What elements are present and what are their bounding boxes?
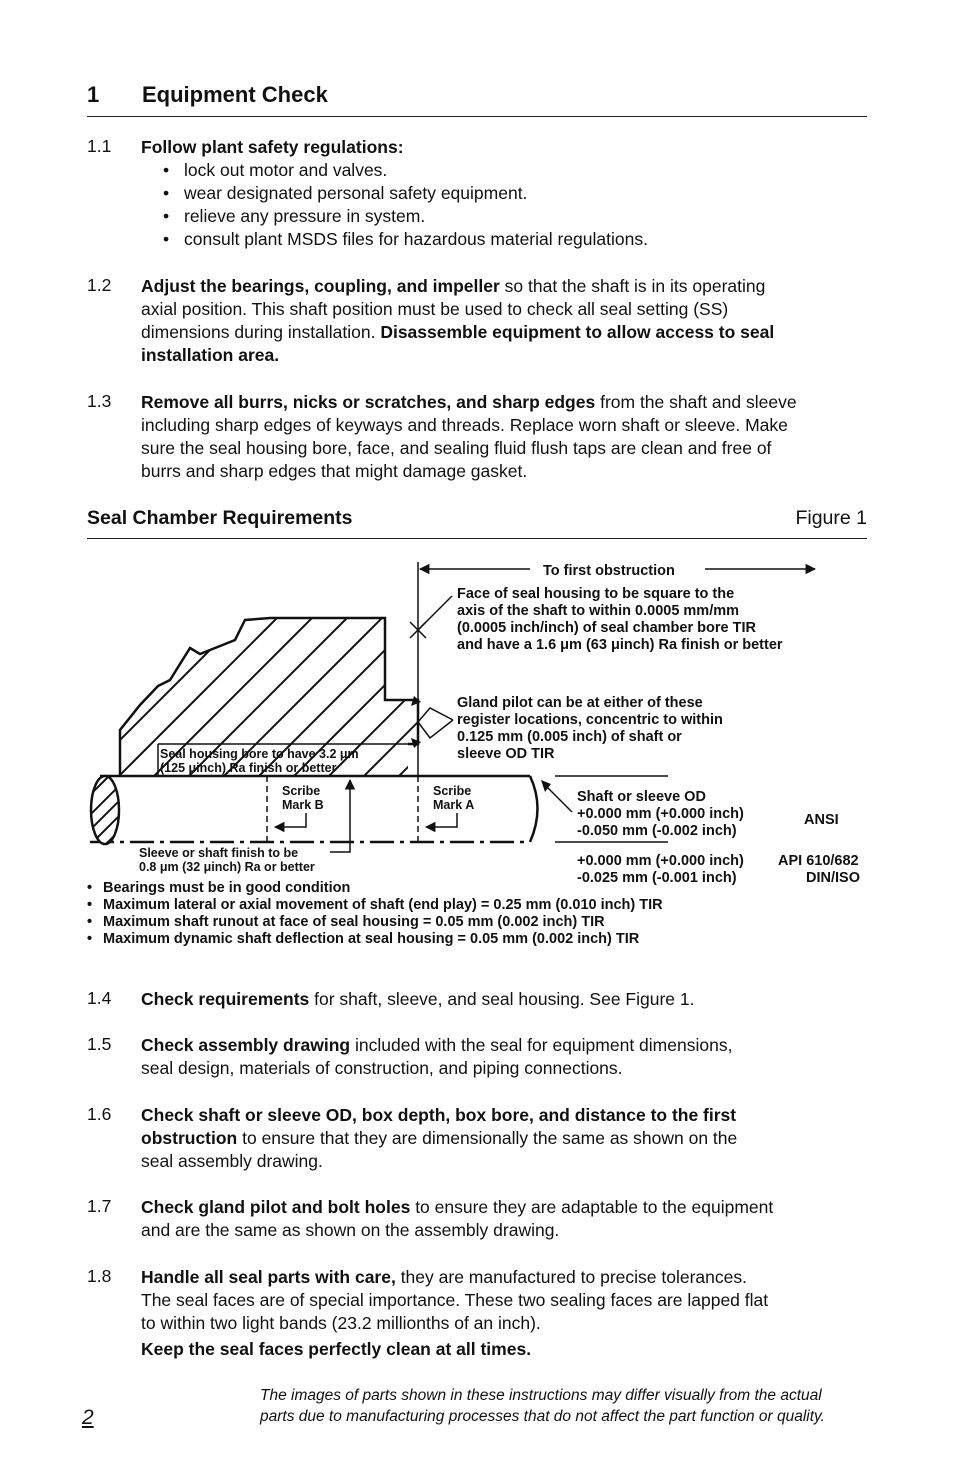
item-number: 1.2 [87,275,112,295]
svg-text:and have a 1.6 μm (63 μinch) R: and have a 1.6 μm (63 μinch) Ra finish or better [457,637,783,653]
emphasis-line: Keep the seal faces perfectly clean at all times. [141,1339,532,1359]
item-number: 1.7 [87,1196,112,1216]
list-item: • Maximum shaft runout at face of seal housing = 0.05 mm (0.002 inch) TIR [87,914,605,930]
scribe-mark-b [282,784,324,812]
text-line: and are the same as shown on the assembly drawing. [141,1220,560,1240]
ansi-label: ANSI [804,812,839,828]
svg-text:Mark B: Mark B [282,798,324,812]
item-1-7 [141,1196,881,1242]
svg-text:Seal housing bore to have 3.2: Seal housing bore to have 3.2 μm [160,747,359,761]
svg-text:0.125 mm (0.005 inch) of shaft: 0.125 mm (0.005 inch) of shaft or [457,729,682,745]
item-1-1-heading: Follow plant safety regulations: [141,137,404,157]
safety-list [141,159,881,251]
page-number: 2 [82,1406,94,1429]
text-line: burrs and sharp edges that might damage gasket. [141,461,528,481]
text-line: dimensions during installation. Disassemble equipment to allow access to seal [141,322,775,342]
text-line: The seal faces are of special importance. These two sealing faces are lapped flat [141,1290,769,1310]
svg-text:Mark A: Mark A [433,798,475,812]
svg-text:API 610/682: API 610/682 [778,853,859,869]
svg-text:(0.0005 inch/inch) of seal cha: (0.0005 inch/inch) of seal chamber bore TIR [457,620,756,636]
figure-heading [87,505,867,539]
svg-text:(125 μinch) Ra finish or bette: (125 μinch) Ra finish or better [160,761,337,775]
scribe-mark-a [433,784,474,812]
svg-text:Face of seal housing to be squ: Face of seal housing to be square to the [457,586,735,602]
svg-text:Sleeve or shaft finish to be: Sleeve or shaft finish to be [139,846,299,860]
text-line: Check requirements for shaft, sleeve, and seal housing. See Figure 1. [141,989,695,1009]
requirements-notes [87,880,867,948]
list-item: • Bearings must be in good condition [87,880,351,896]
list-item: • consult plant MSDS files for hazardous material regulations. [163,229,648,249]
list-item: • Maximum lateral or axial movement of shaft (end play) = 0.25 mm (0.010 inch) TIR [87,897,663,913]
seal-chamber-diagram [0,540,954,885]
sleeve-finish-note [139,846,315,874]
item-1-2 [141,275,881,367]
text-line: Check gland pilot and bolt holes to ensure they are adaptable to the equipment [141,1197,774,1217]
svg-text:Scribe: Scribe [282,784,321,798]
item-number: 1.4 [87,988,112,1008]
list-item: • Maximum dynamic shaft deflection at seal housing = 0.05 mm (0.002 inch) TIR [87,931,640,947]
item-number: 1.6 [87,1104,112,1124]
text-line: axial position. This shaft position must be used to check all seal setting (SS) [141,299,729,319]
svg-text:Scribe: Scribe [433,784,472,798]
text-line: seal design, materials of construction, and piping connections. [141,1058,623,1078]
gland-note [457,695,723,762]
text-line: seal assembly drawing. [141,1151,323,1171]
bore-note [160,747,359,775]
first-obstruction-label: To first obstruction [543,563,675,579]
svg-text:0.8 μm (32 μinch) Ra or better: 0.8 μm (32 μinch) Ra or better [139,860,315,874]
item-number: 1.5 [87,1034,112,1054]
svg-text:Shaft or sleeve OD: Shaft or sleeve OD [577,789,706,805]
shaft-od-tolerance [577,789,744,839]
list-item: • relieve any pressure in system. [163,206,426,226]
figure-label: Figure 1 [795,507,867,529]
svg-text:Gland pilot can be at either o: Gland pilot can be at either of these [457,695,703,711]
text-line: Check shaft or sleeve OD, box depth, box bore, and distance to the first [141,1105,737,1125]
text-line: obstruction to ensure that they are dimensionally the same as shown on the [141,1128,738,1148]
face-note [457,586,783,653]
text-line: Handle all seal parts with care, they are manufactured to precise tolerances. [141,1267,747,1287]
list-item: • lock out motor and valves. [163,160,388,180]
item-1-6 [141,1104,881,1173]
svg-text:register locations, concentric: register locations, concentric to within [457,712,723,728]
list-item: • wear designated personal safety equipment. [163,183,528,203]
item-1-5 [141,1034,881,1080]
item-1-3 [141,391,881,483]
svg-text:-0.025 mm (-0.001 inch): -0.025 mm (-0.001 inch) [577,870,737,885]
svg-text:-0.050 mm (-0.002 inch): -0.050 mm (-0.002 inch) [577,823,737,839]
text-line: to within two light bands (23.2 millionths of an inch). [141,1313,541,1333]
item-number: 1.1 [87,136,112,156]
item-number: 1.3 [87,391,112,411]
svg-text:+0.000 mm (+0.000 inch): +0.000 mm (+0.000 inch) [577,853,744,869]
section-heading [87,82,867,117]
svg-text:sleeve OD TIR: sleeve OD TIR [457,746,555,762]
section-title: Equipment Check [142,82,328,107]
item-number: 1.8 [87,1266,112,1286]
disclaimer-note: The images of parts shown in these instructions may differ visually from the actual parts due to manufacturing processes that do not affect the part function or quality. [260,1387,825,1425]
text-line: Remove all burrs, nicks or scratches, and sharp edges from the shaft and sleeve [141,392,797,412]
item-1-4 [141,988,881,1011]
section-number: 1 [87,82,100,107]
item-1-1 [141,136,881,251]
figure-title: Seal Chamber Requirements [87,507,353,529]
text-line: including sharp edges of keyways and threads. Replace worn shaft or sleeve. Make [141,415,788,435]
svg-text:DIN/ISO: DIN/ISO [806,870,860,885]
text-line: installation area. [141,345,280,365]
item-1-8 [141,1266,881,1361]
text-line: sure the seal housing bore, face, and sealing fluid flush taps are clean and free of [141,438,772,458]
text-line: Adjust the bearings, coupling, and impeller so that the shaft is in its operating [141,276,766,296]
svg-text:axis of the shaft to within 0.: axis of the shaft to within 0.0005 mm/mm [457,603,740,619]
svg-text:+0.000 mm (+0.000 inch): +0.000 mm (+0.000 inch) [577,806,744,822]
text-line: Check assembly drawing included with the seal for equipment dimensions, [141,1035,733,1055]
